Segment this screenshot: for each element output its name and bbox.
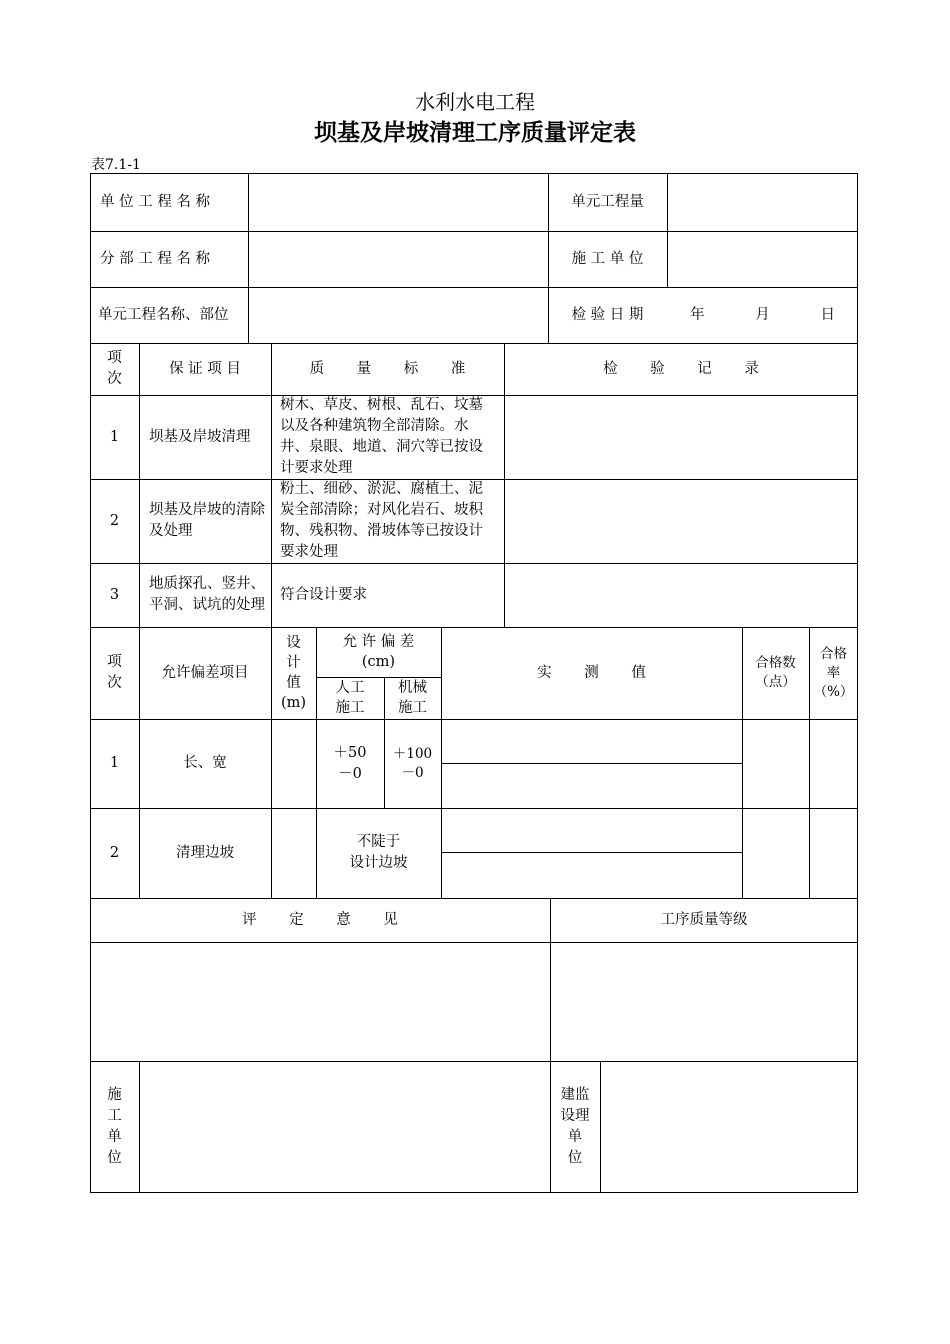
contractor-sign-label: 施 工 单 位 xyxy=(107,1087,122,1166)
design-value-field[interactable] xyxy=(272,720,316,808)
form-subtitle: 水利水电工程 xyxy=(415,90,535,114)
form-title: 坝基及岸坡清理工序质量评定表 xyxy=(314,120,636,146)
supervisor-sign-label: 建监 设理 单 位 xyxy=(560,1087,590,1166)
guarantee-row-standard: 符合设计要求 xyxy=(280,586,367,603)
date-year: 年 xyxy=(690,306,705,323)
machine-tolerance: ＋100 －0 xyxy=(392,745,433,781)
division-project-name-label: 分 部 工 程 名 称 xyxy=(100,250,211,267)
design-value-field[interactable] xyxy=(272,809,316,898)
inspection-date-label: 检 验 日 期 xyxy=(571,306,644,323)
measured-value-field[interactable] xyxy=(442,720,742,763)
division-project-name-field[interactable] xyxy=(249,232,548,287)
guarantee-row-item: 地质探孔、竖井、平洞、试坑的处理 xyxy=(149,576,265,613)
pass-rate-header: 合格 率 （%） xyxy=(813,645,854,700)
guarantee-row-no: 2 xyxy=(109,512,120,529)
date-month: 月 xyxy=(755,306,770,323)
deviation-row-no: 2 xyxy=(109,844,120,861)
pass-points-field[interactable] xyxy=(743,809,809,898)
contractor-sign-field[interactable] xyxy=(140,1062,550,1192)
deviation-row-no: 1 xyxy=(109,755,120,771)
guarantee-item-header: 保 证 项 目 xyxy=(169,360,241,377)
contractor-label: 施 工 单 位 xyxy=(571,250,644,267)
pass-points-header: 合格数 （点） xyxy=(755,655,796,690)
supervisor-sign-field[interactable] xyxy=(601,1062,857,1192)
measured-value-field[interactable] xyxy=(442,809,742,852)
machine-construction-header: 机械 施工 xyxy=(398,680,427,716)
pass-rate-field[interactable] xyxy=(810,720,857,808)
guarantee-row-record-field[interactable] xyxy=(505,564,857,627)
deviation-no-header: 项 次 xyxy=(107,654,122,691)
inspection-date-field[interactable] xyxy=(668,287,857,343)
unit-quantity-field[interactable] xyxy=(668,174,857,231)
deviation-row-item: 清理边坡 xyxy=(176,844,234,861)
measured-values-header: 实 测 值 xyxy=(537,664,646,681)
inspection-record-header: 检 验 记 录 xyxy=(603,360,759,377)
pass-rate-field[interactable] xyxy=(810,809,857,898)
unit-project-name-label: 单 位 工 程 名 称 xyxy=(100,193,211,210)
allowed-deviation-header: 允 许 偏 差 (cm) xyxy=(342,634,415,670)
guarantee-row-standard: 粉土、细砂、淤泥、腐植土、泥炭全部清除；对风化岩石、坡积物、残积物、滑坡体等已按设计要求处理 xyxy=(280,481,483,560)
quality-standard-header: 质 量 标 准 xyxy=(309,360,466,377)
unit-project-name-field[interactable] xyxy=(249,174,548,231)
table-number: 表7.1-1 xyxy=(91,157,141,173)
deviation-row-item: 长、宽 xyxy=(183,755,227,771)
process-quality-grade-header: 工序质量等级 xyxy=(660,911,748,928)
contractor-field[interactable] xyxy=(668,232,857,287)
guarantee-row-item: 坝基及岸坡清理 xyxy=(149,428,251,445)
evaluation-form-table xyxy=(90,173,858,1193)
date-day: 日 xyxy=(820,306,835,323)
manual-tolerance: ＋50 －0 xyxy=(333,744,367,782)
guarantee-row-record-field[interactable] xyxy=(505,480,857,563)
guarantee-row-item: 坝基及岸坡的清除及处理 xyxy=(149,502,265,539)
process-quality-grade-field[interactable] xyxy=(551,943,857,1061)
design-value-header: 设 计 值 (m) xyxy=(280,635,307,711)
guarantee-row-record-field[interactable] xyxy=(505,396,857,479)
guarantee-row-no: 1 xyxy=(109,428,120,445)
grid-line xyxy=(90,1192,858,1193)
measured-value-field[interactable] xyxy=(442,764,742,808)
guarantee-no-header: 项 次 xyxy=(107,350,122,387)
assessment-opinion-header: 评 定 意 见 xyxy=(242,911,398,928)
slope-tolerance: 不陡于 设计边坡 xyxy=(349,834,408,871)
element-name-location-label: 单元工程名称、部位 xyxy=(98,306,229,323)
guarantee-row-standard: 树木、草皮、树根、乱石、坟墓以及各种建筑物全部清除。水井、泉眼、地道、洞穴等已按设计要求处理 xyxy=(280,397,483,476)
manual-construction-header: 人工 施工 xyxy=(335,680,365,716)
measured-value-field[interactable] xyxy=(442,853,742,898)
pass-points-field[interactable] xyxy=(743,720,809,808)
unit-quantity-label: 单元工程量 xyxy=(571,193,644,210)
guarantee-row-no: 3 xyxy=(109,586,120,603)
deviation-item-header: 允许偏差项目 xyxy=(161,664,249,681)
assessment-opinion-field[interactable] xyxy=(91,943,550,1061)
element-name-location-field[interactable] xyxy=(249,288,548,343)
